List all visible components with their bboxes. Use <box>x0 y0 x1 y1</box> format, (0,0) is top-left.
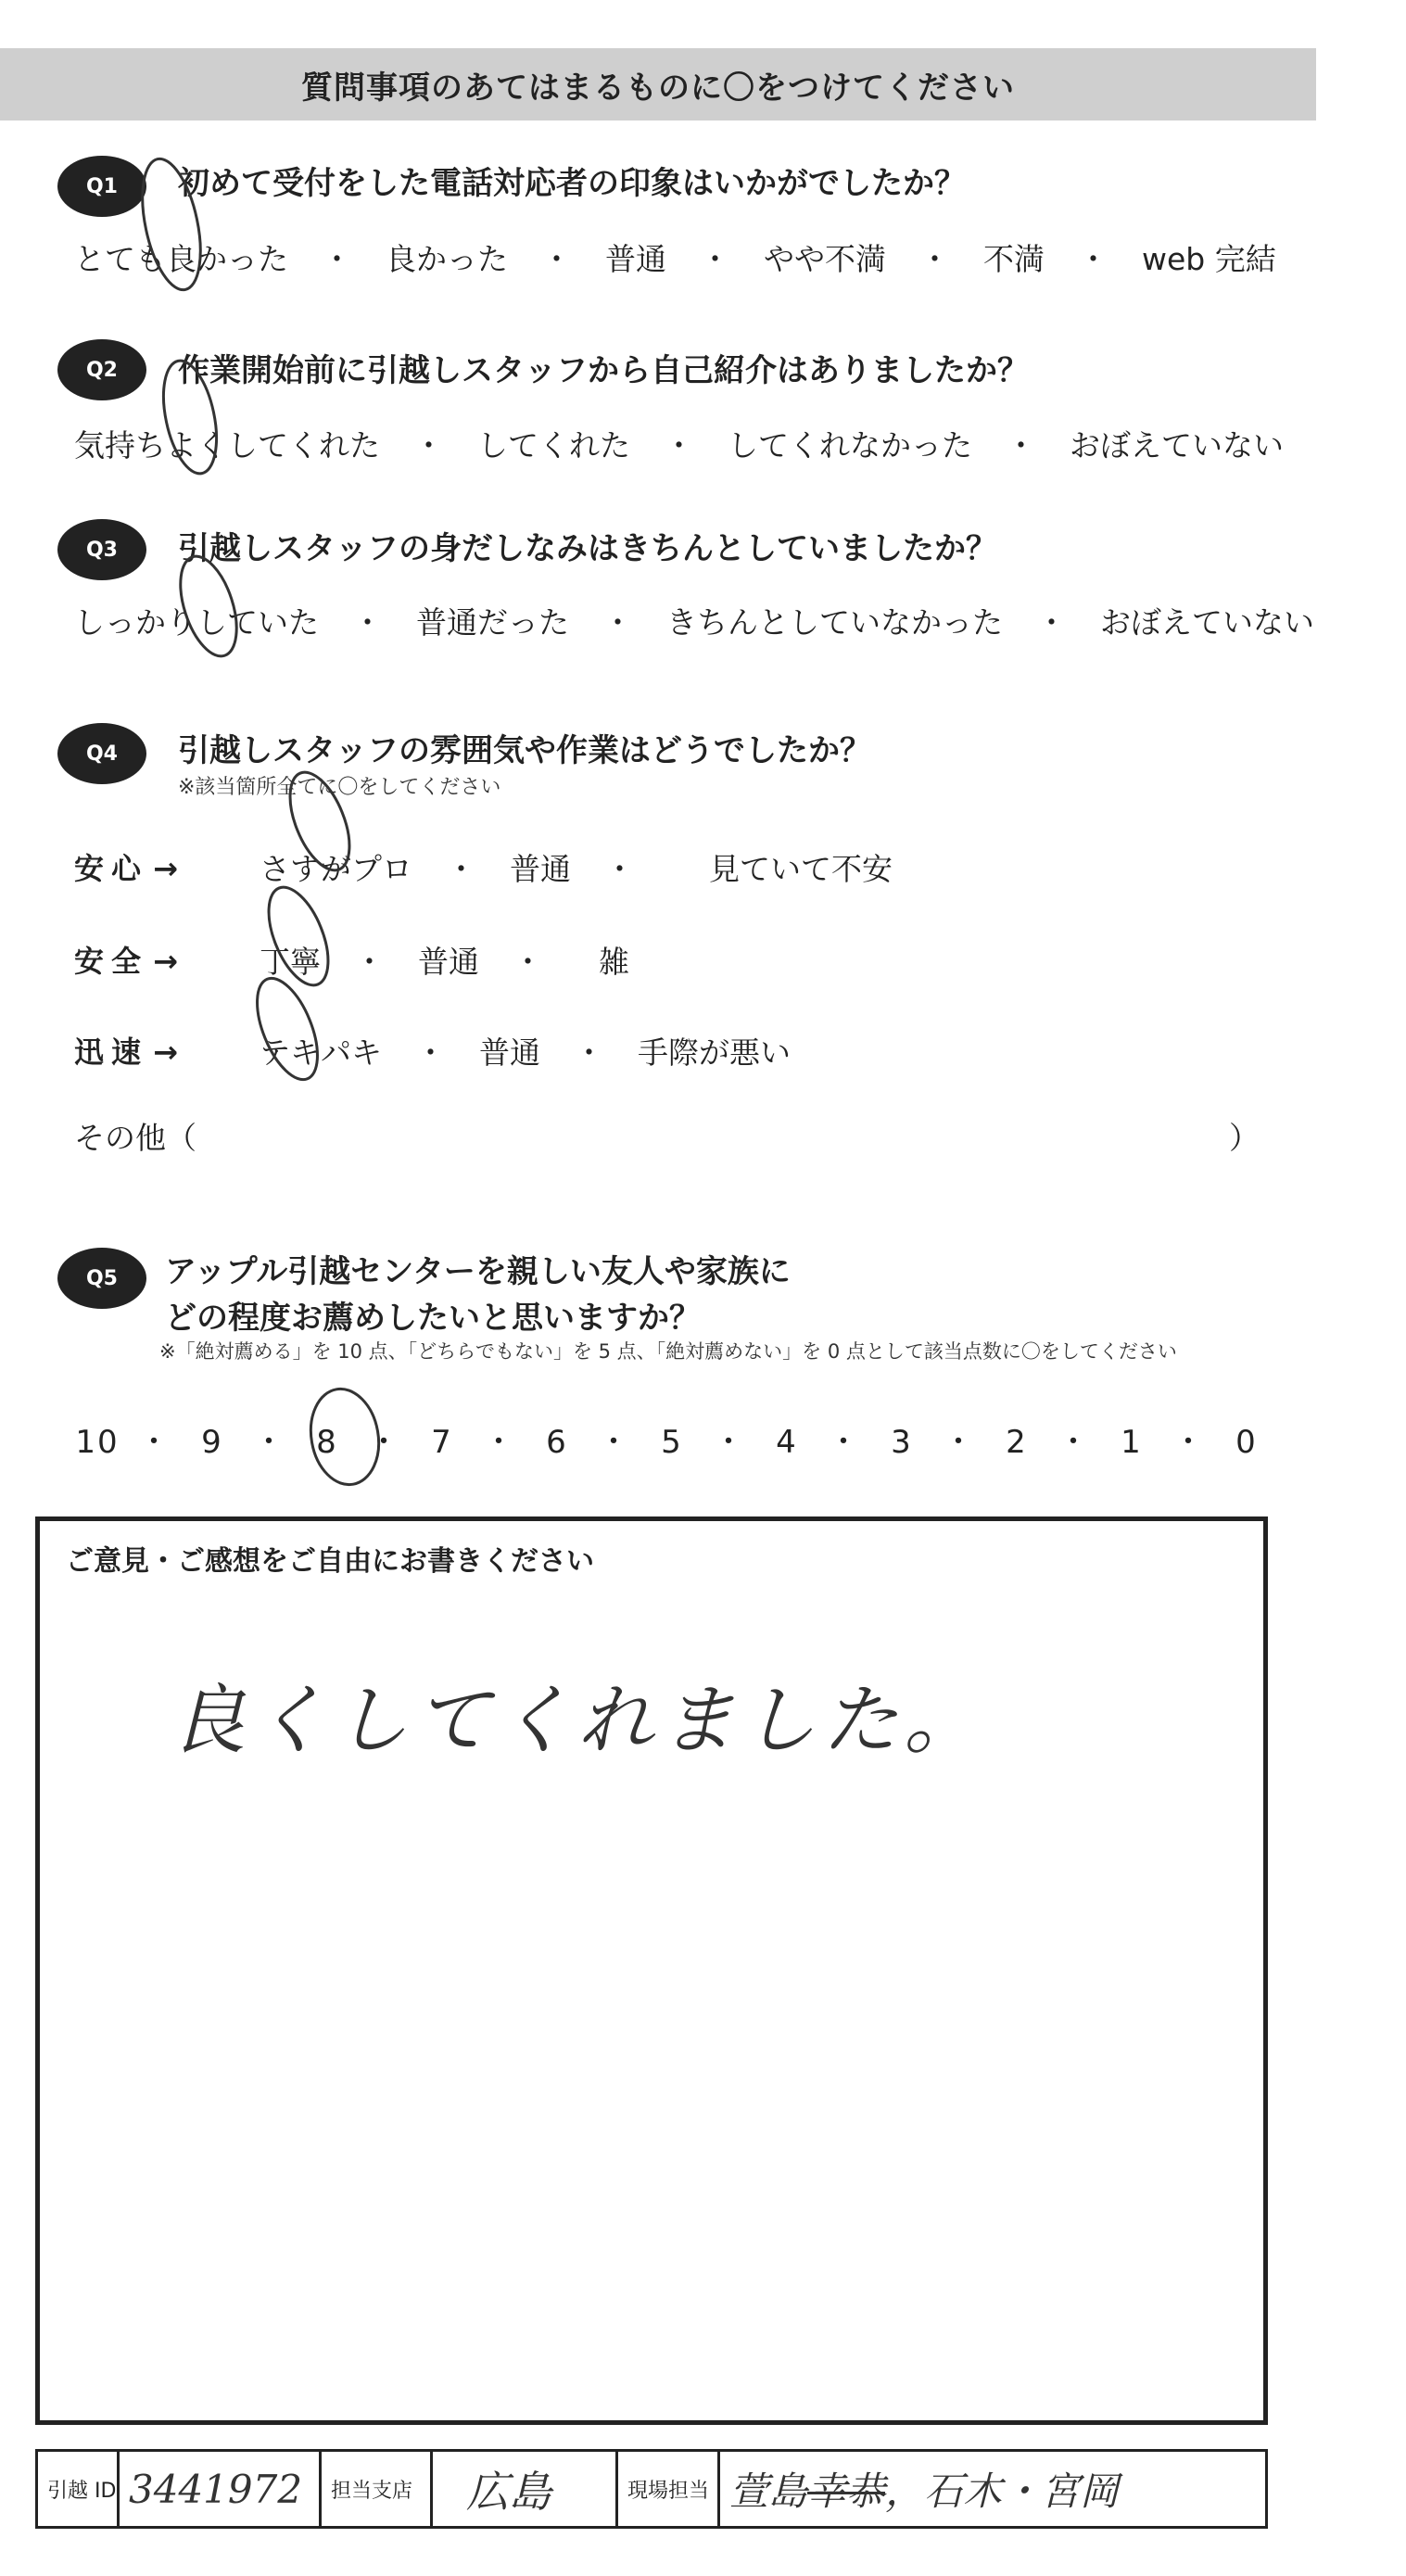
q5-title-line2: どの程度お薦めしたいと思いますか？ <box>165 1300 701 1337</box>
q4-row-label: 迅速 <box>74 1034 149 1070</box>
q4-anshin-option-2[interactable]: 普通 <box>510 851 571 887</box>
separator-dot: ・ <box>322 241 352 277</box>
separator-dot: ・ <box>446 851 476 887</box>
q4-row-label: 安心 <box>74 851 149 886</box>
q5-score-0[interactable]: 0 <box>1235 1424 1258 1461</box>
q1-option-2[interactable]: 良かった <box>386 241 508 277</box>
footer-id-label: 引越 ID <box>47 2479 117 2503</box>
q4-anzen-selection-circle <box>257 879 340 993</box>
separator-dot: ・ <box>368 1424 401 1461</box>
q5-badge-text: Q5 <box>85 1266 118 1290</box>
q1-option-1[interactable]: とても良かった <box>74 241 288 277</box>
comment-title: ご意見・ご感想をご自由にお書きください <box>66 1545 594 1578</box>
footer-staff-struck: 幸恭 <box>807 2468 886 2514</box>
q1-option-4[interactable]: やや不満 <box>764 241 886 277</box>
q5-score-2[interactable]: 2 <box>1006 1424 1028 1461</box>
q5-score-5[interactable]: 5 <box>661 1424 683 1461</box>
q5-note: ※「絶対薦める」を 10 点、「どちらでもない」を 5 点、「絶対薦めない」を 0 点として該当点数に〇をしてください <box>159 1340 1177 1363</box>
separator-dot: ・ <box>1036 604 1067 641</box>
q5-title-line1: アップル引越センターを親しい友人や家族に <box>165 1253 791 1290</box>
footer-id-value: 3441972 <box>129 2466 303 2512</box>
q3-selection-circle <box>170 550 247 664</box>
q4-jinsoku-option-2[interactable]: 普通 <box>479 1034 540 1071</box>
q4-anzen-option-2[interactable]: 普通 <box>418 944 479 980</box>
q2-selection-circle <box>155 356 226 478</box>
q4-title: 引越しスタッフの雰囲気や作業はどうでしたか？ <box>178 732 871 769</box>
separator-dot: ・ <box>513 944 543 980</box>
q2-option-1[interactable]: 気持ちよくしてくれた <box>74 427 380 463</box>
q4-badge-text: Q4 <box>85 742 118 766</box>
separator-dot: ・ <box>415 1034 446 1071</box>
arrow-icon: → <box>153 1034 178 1070</box>
q1-option-6[interactable]: web 完結 <box>1142 241 1276 277</box>
q2-option-2[interactable]: してくれた <box>477 427 630 463</box>
separator-dot: ・ <box>1058 1424 1091 1461</box>
separator-dot: ・ <box>1078 241 1108 277</box>
separator-dot: ・ <box>828 1424 861 1461</box>
q4-row-label: 安全 <box>74 944 149 979</box>
q2-option-4[interactable]: おぼえていない <box>1070 427 1284 463</box>
separator-dot: ・ <box>138 1424 171 1461</box>
q1-option-5[interactable]: 不満 <box>983 241 1045 277</box>
q4-anshin-selection-circle <box>278 764 361 878</box>
separator-dot: ・ <box>943 1424 976 1461</box>
q4-jinsoku-option-1[interactable]: テキパキ <box>260 1034 382 1071</box>
separator-dot: ・ <box>919 241 950 277</box>
separator-dot: ・ <box>352 604 383 641</box>
q3-option-3[interactable]: きちんとしていなかった <box>666 604 1003 641</box>
q3-option-4[interactable]: おぼえていない <box>1100 604 1314 641</box>
arrow-icon: → <box>153 944 178 979</box>
q4-jinsoku-option-3[interactable]: 手際が悪い <box>638 1034 791 1071</box>
q5-score-7[interactable]: 7 <box>431 1424 453 1461</box>
q3-option-1[interactable]: しっかりしていた <box>74 604 319 641</box>
footer-branch-label: 担当支店 <box>331 2479 413 2503</box>
separator-dot: ・ <box>483 1424 516 1461</box>
q4-anzen-option-1[interactable]: 丁寧 <box>260 944 321 980</box>
separator-dot: ・ <box>1006 427 1036 463</box>
q1-title: 初めて受付をした電話対応者の印象はいかがでしたか？ <box>178 165 966 202</box>
comment-handwritten: 良くしてくれました。 <box>170 1677 985 1765</box>
separator-dot: ・ <box>713 1424 746 1461</box>
q5-score-1[interactable]: 1 <box>1121 1424 1143 1461</box>
q4-anzen-option-3[interactable]: 雑 <box>599 944 629 980</box>
q5-score-8[interactable]: 8 <box>316 1424 338 1461</box>
q4-note: ※該当箇所全てに〇をしてください <box>178 776 501 799</box>
q5-selection-circle <box>304 1384 386 1491</box>
q2-badge-text: Q2 <box>85 358 118 382</box>
q3-option-2[interactable]: 普通だった <box>416 604 569 641</box>
q2-option-3[interactable]: してくれなかった <box>728 427 972 463</box>
q4-anshin-option-3[interactable]: 見ていて不安 <box>709 851 893 887</box>
footer-staff-rest: ，石木・宮岡 <box>885 2468 1120 2514</box>
q4-other-close: ） <box>1229 1120 1260 1156</box>
q5-score-3[interactable]: 3 <box>891 1424 913 1461</box>
separator-dot: ・ <box>541 241 572 277</box>
footer-staff-label: 現場担当 <box>627 2479 710 2503</box>
q5-score-10[interactable]: 10 <box>75 1424 120 1461</box>
q3-badge-text: Q3 <box>85 538 118 562</box>
q4-jinsoku-selection-circle <box>245 970 330 1087</box>
separator-dot: ・ <box>700 241 730 277</box>
separator-dot: ・ <box>664 427 694 463</box>
separator-dot: ・ <box>574 1034 604 1071</box>
separator-dot: ・ <box>253 1424 286 1461</box>
q2-title: 作業開始前に引越しスタッフから自己紹介はありましたか？ <box>178 352 1029 389</box>
q1-option-3[interactable]: 普通 <box>605 241 666 277</box>
q1-badge-text: Q1 <box>85 174 118 198</box>
arrow-icon: → <box>153 851 178 886</box>
q5-score-4[interactable]: 4 <box>776 1424 798 1461</box>
separator-dot: ・ <box>598 1424 631 1461</box>
q5-score-9[interactable]: 9 <box>201 1424 223 1461</box>
form-header-title: 質問事項のあてはまるものに〇をつけてください <box>301 69 1015 107</box>
separator-dot: ・ <box>1172 1424 1206 1461</box>
separator-dot: ・ <box>413 427 444 463</box>
footer-branch-value: 広島 <box>466 2467 551 2517</box>
q5-score-6[interactable]: 6 <box>546 1424 568 1461</box>
separator-dot: ・ <box>354 944 385 980</box>
q3-title: 引越しスタッフの身だしなみはきちんとしていましたか？ <box>178 530 997 567</box>
separator-dot: ・ <box>602 604 633 641</box>
q4-other-label: その他（ <box>74 1120 196 1156</box>
q4-anshin-option-1[interactable]: さすがプロ <box>260 851 412 887</box>
footer-staff-value: 萱島 <box>729 2468 808 2514</box>
q1-selection-circle <box>133 154 211 295</box>
separator-dot: ・ <box>604 851 635 887</box>
